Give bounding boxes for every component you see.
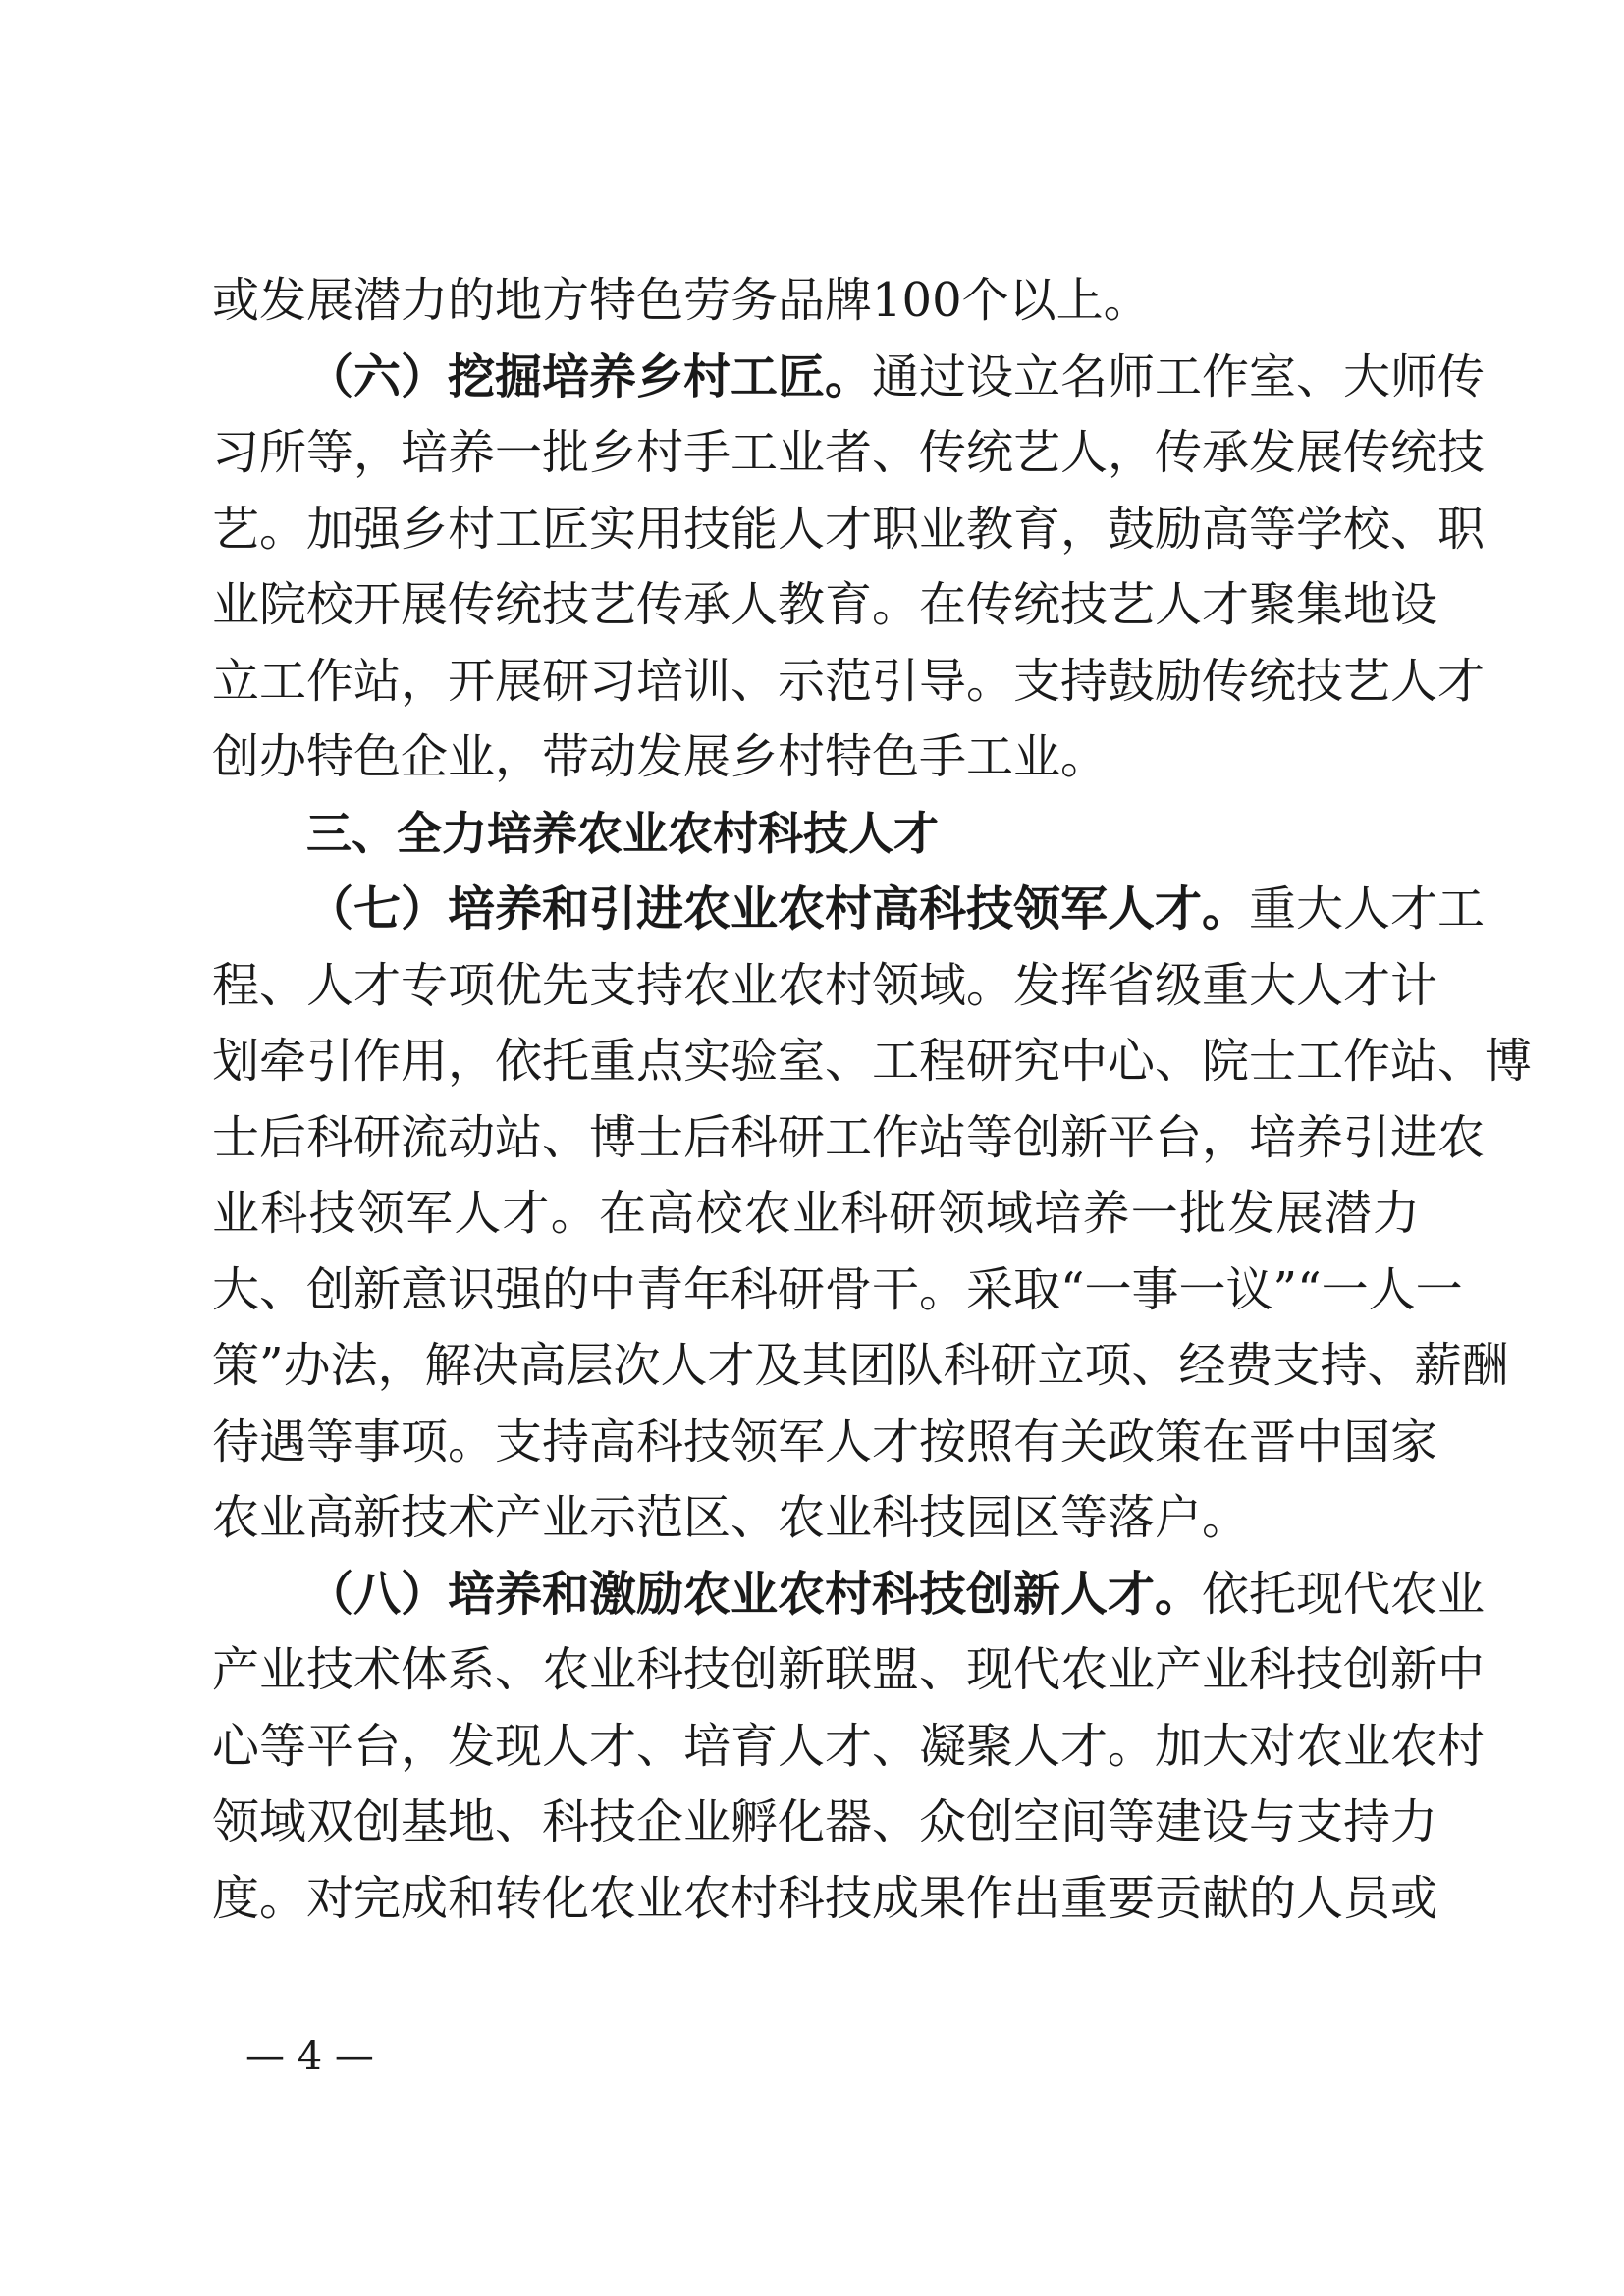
text-line-18-body: 依托现代农业 bbox=[1202, 1566, 1486, 1622]
text-line-9 bbox=[212, 872, 1486, 948]
section-heading-3: 三、全力培养农业农村科技人才 bbox=[306, 806, 939, 860]
text-line-1: 或发展潜力的地方特色劳务品牌100个以上。 bbox=[212, 273, 1151, 328]
body-text bbox=[212, 263, 1533, 1937]
text-line-9-body: 重大人才工 bbox=[1249, 881, 1486, 936]
text-line-3: 习所等，培养一批乡村手工业者、传统艺人，传承发展传统技 bbox=[212, 425, 1486, 480]
text-line-14: 大、创新意识强的中青年科研骨干。采取“一事一议”“一人一 bbox=[212, 1261, 1463, 1317]
text-line-20: 心等平台，发现人才、培育人才、凝聚人才。加大对农业农村 bbox=[212, 1718, 1486, 1774]
section-lead-8: （八）培养和激励农业农村科技创新人才。 bbox=[306, 1566, 1203, 1622]
text-line-10: 程、人才专项优先支持农业农村领域。发挥省级重大人才计 bbox=[212, 957, 1438, 1013]
page-number: — 4 — bbox=[245, 2034, 374, 2079]
text-line-7: 创办特色企业，带动发展乡村特色手工业。 bbox=[212, 729, 1109, 784]
text-line-2-body: 通过设立名师工作室、大师传 bbox=[872, 348, 1486, 404]
text-line-22: 度。对完成和转化农业农村科技成果作出重要贡献的人员或 bbox=[212, 1870, 1438, 1926]
text-line-13: 业科技领军人才。在高校农业科研领域培养一批发展潜力 bbox=[212, 1186, 1420, 1241]
text-line-12: 士后科研流动站、博士后科研工作站等创新平台，培养引进农 bbox=[212, 1109, 1486, 1165]
text-line-4: 艺。加强乡村工匠实用技能人才职业教育，鼓励高等学校、职 bbox=[212, 501, 1486, 557]
text-line-15: 策”办法，解决高层次人才及其团队科研立项、经费支持、薪酬 bbox=[212, 1338, 1509, 1393]
text-line-6: 立工作站，开展研习培训、示范引导。支持鼓励传统技艺人才 bbox=[212, 653, 1486, 709]
text-line-21: 领域双创基地、科技企业孵化器、众创空间等建设与支持力 bbox=[212, 1794, 1438, 1849]
text-line-17: 农业高新技术产业示范区、农业科技园区等落户。 bbox=[212, 1490, 1250, 1545]
text-line-19: 产业技术体系、农业科技创新联盟、现代农业产业科技创新中 bbox=[212, 1642, 1486, 1697]
section-lead-7: （七）培养和引进农业农村高科技领军人才。 bbox=[306, 881, 1250, 936]
text-line-5: 业院校开展传统技艺传承人教育。在传统技艺人才聚集地设 bbox=[212, 577, 1438, 632]
text-line-16: 待遇等事项。支持高科技领军人才按照有关政策在晋中国家 bbox=[212, 1414, 1438, 1469]
text-line-2 bbox=[212, 340, 1486, 416]
text-line-11: 划牵引作用，依托重点实验室、工程研究中心、院士工作站、博 bbox=[212, 1034, 1533, 1089]
section-lead-6: （六）挖掘培养乡村工匠。 bbox=[306, 348, 873, 404]
text-line-18 bbox=[212, 1557, 1486, 1633]
